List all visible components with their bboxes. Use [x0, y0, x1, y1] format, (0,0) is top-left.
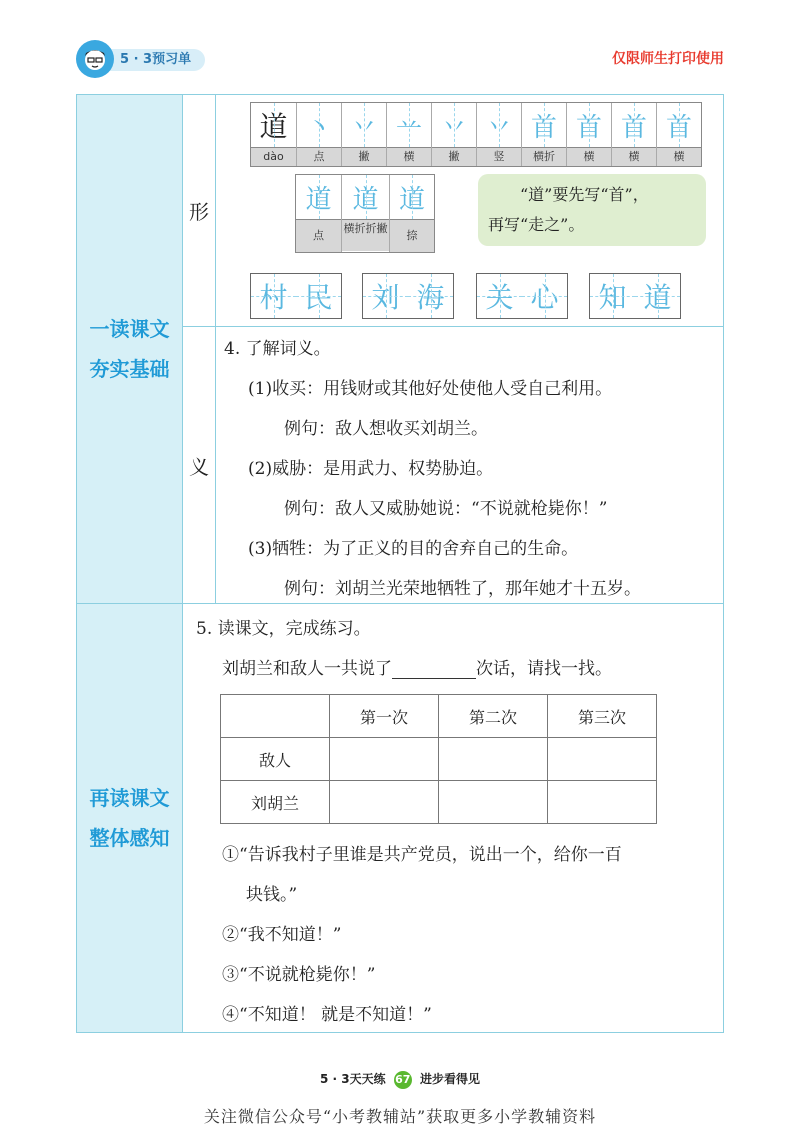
quote-3: ③“不说就枪毙你！”	[222, 965, 376, 985]
vocab-def-3: (3)牺牲：为了正义的目的舍弃自己的生命。	[248, 539, 579, 559]
answer-cell[interactable]	[439, 738, 548, 781]
stroke-name: 点	[296, 219, 341, 252]
form-label: 形	[189, 200, 209, 224]
section2-label	[77, 604, 182, 1032]
stroke-cell	[431, 103, 476, 166]
stroke-name: 横	[612, 147, 656, 166]
vocab-title: 4. 了解词义。	[224, 339, 331, 359]
answer-cell[interactable]	[330, 781, 439, 824]
stroke-cell	[521, 103, 566, 166]
table-header: 第二次	[439, 695, 548, 738]
meaning-label: 义	[189, 454, 209, 479]
quote-1: ①“告诉我村子里谁是共产党员，说出一个，给你一百	[222, 845, 622, 865]
table-header: 第一次	[330, 695, 439, 738]
word-char: 道	[635, 274, 680, 318]
footer-note: 关注微信公众号“小考教辅站”获取更多小学教辅资料	[203, 1107, 597, 1126]
print-restriction-notice: 仅限师生打印使用	[612, 51, 724, 67]
stroke-grid-row2	[295, 174, 435, 253]
footer-left: 5 · 3天天练	[319, 1072, 386, 1086]
answer-blank[interactable]	[392, 660, 476, 679]
answer-cell[interactable]	[330, 738, 439, 781]
answer-table	[220, 694, 657, 824]
word-char: 心	[522, 274, 567, 318]
note-line1: “道”要先写“首”，	[520, 185, 649, 204]
word-char: 村	[251, 274, 296, 318]
stroke-name: 横	[657, 147, 701, 166]
stroke-cell-main	[251, 103, 296, 166]
stroke-glyph: 䒑	[387, 103, 431, 147]
vocab-example-1: 例句：敌人想收买刘胡兰。	[284, 419, 488, 439]
page-footer	[0, 1070, 800, 1089]
stroke-glyph: 丷	[342, 103, 386, 147]
word-char: 知	[590, 274, 635, 318]
stroke-cell	[656, 103, 701, 166]
stroke-glyph: 首	[567, 103, 611, 147]
stroke-glyph: 首	[657, 103, 701, 147]
table-corner	[221, 695, 330, 738]
table-row	[221, 781, 657, 824]
page-number: 67	[394, 1071, 412, 1089]
stroke-glyph: 首	[522, 103, 566, 147]
stroke-glyph: 道	[390, 175, 434, 219]
stroke-cell	[611, 103, 656, 166]
divider-h1	[183, 326, 724, 327]
table-row	[221, 695, 657, 738]
stroke-name-text: 横折折撇	[343, 222, 388, 235]
stroke-glyph: 丷	[477, 103, 521, 147]
stroke-glyph: 丷	[432, 103, 476, 147]
stroke-cell	[341, 175, 389, 252]
stroke-name: 撇	[432, 147, 476, 166]
word-box	[589, 273, 681, 319]
stroke-glyph: 丶	[297, 103, 341, 147]
section1-label-line2: 夯实基础	[89, 357, 170, 381]
stroke-cell	[341, 103, 386, 166]
quote-4: ④“不知道！ 就是不知道！”	[222, 1005, 432, 1025]
quote-1-cont: 块钱。”	[246, 885, 298, 905]
exercise-prompt	[222, 654, 612, 679]
stroke-name: 横折	[522, 147, 566, 166]
stroke-glyph: 道	[296, 175, 341, 219]
word-char: 刘	[363, 274, 408, 318]
word-box	[362, 273, 454, 319]
pinyin: dào	[251, 147, 296, 166]
table-row-label: 敌人	[221, 738, 330, 781]
word-char: 民	[296, 274, 341, 318]
exercise-title: 5. 读课文，完成练习。	[196, 619, 371, 639]
answer-cell[interactable]	[439, 781, 548, 824]
stroke-name: 竖	[477, 147, 521, 166]
stroke-name: 捺	[390, 219, 434, 252]
prompt-before: 刘胡兰和敌人一共说了	[222, 659, 392, 679]
answer-cell[interactable]	[548, 738, 657, 781]
mascot-logo-icon	[76, 40, 114, 78]
stroke-cell	[296, 175, 341, 252]
stroke-glyph: 首	[612, 103, 656, 147]
stroke-name: 撇	[342, 147, 386, 166]
stroke-cell	[566, 103, 611, 166]
header-tag: 5 · 3预习单	[98, 49, 205, 71]
section2-label-line1: 再读课文	[89, 786, 170, 810]
vocab-example-2: 例句：敌人又威胁她说：“不说就枪毙你！”	[284, 499, 608, 519]
table-row	[221, 738, 657, 781]
stroke-grid-row1	[250, 102, 702, 167]
stroke-name: 横	[567, 147, 611, 166]
stroke-cell	[389, 175, 434, 252]
vocab-def-1: (1)收买：用钱财或其他好处使他人受自己利用。	[248, 379, 613, 399]
word-box	[250, 273, 342, 319]
stroke-cell	[386, 103, 431, 166]
section1-label	[77, 95, 182, 603]
note-line2: 再写“走之”。	[488, 215, 585, 234]
divider-v2	[215, 94, 216, 604]
quote-2: ②“我不知道！”	[222, 925, 342, 945]
stroke-tip-note	[478, 174, 706, 246]
table-header: 第三次	[548, 695, 657, 738]
section1-label-line1: 一读课文	[89, 317, 170, 341]
stroke-cell	[296, 103, 341, 166]
section2-label-line2: 整体感知	[89, 826, 170, 850]
stroke-name	[342, 219, 389, 251]
word-char: 关	[477, 274, 522, 318]
vocab-def-2: (2)威胁：是用武力、权势胁迫。	[248, 459, 494, 479]
vocab-example-3: 例句：刘胡兰光荣地牺牲了，那年她才十五岁。	[284, 579, 641, 599]
table-row-label: 刘胡兰	[221, 781, 330, 824]
answer-cell[interactable]	[548, 781, 657, 824]
stroke-cell	[476, 103, 521, 166]
stroke-glyph: 道	[342, 175, 389, 219]
main-character: 道	[251, 103, 296, 147]
stroke-name: 横	[387, 147, 431, 166]
prompt-after: 次话，请找一找。	[476, 659, 612, 679]
stroke-name: 点	[297, 147, 341, 166]
footer-right: 进步看得见	[419, 1072, 480, 1086]
word-box	[476, 273, 568, 319]
word-char: 海	[408, 274, 453, 318]
